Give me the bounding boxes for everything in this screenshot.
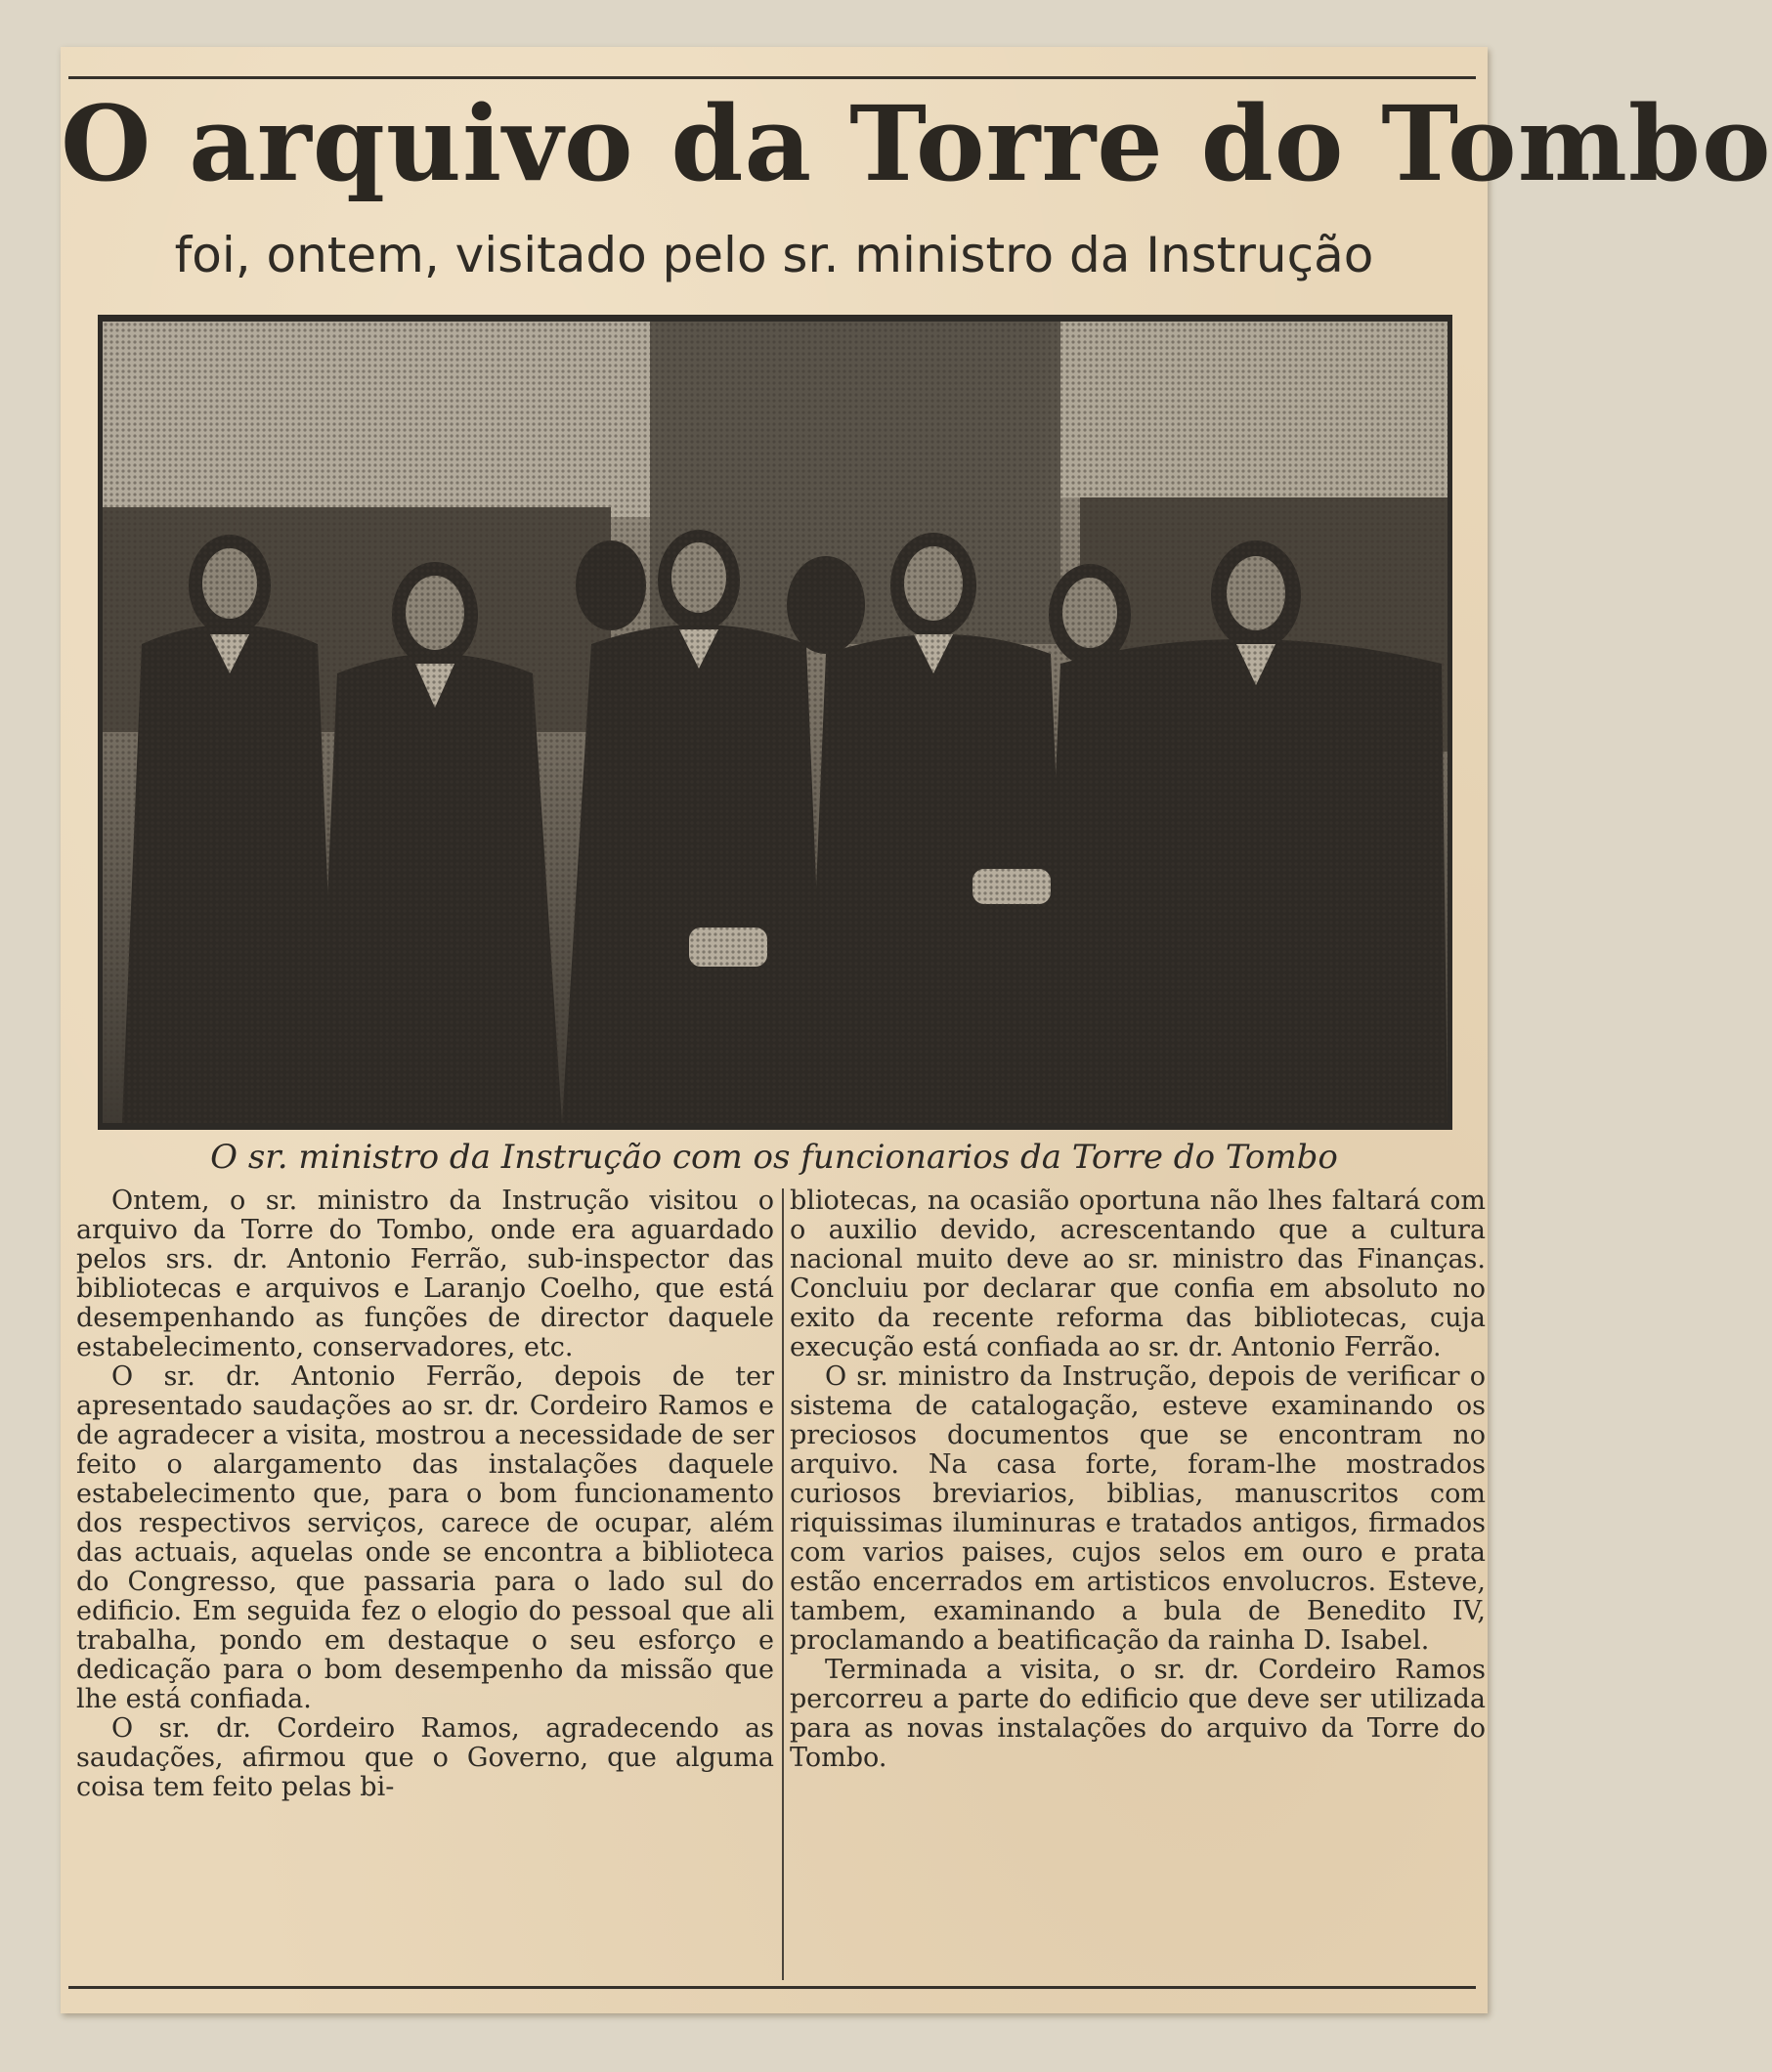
paragraph: bliotecas, na ocasião oportuna não lhes faltará com o auxilio devido, acrescentando que a cultura nacional muito deve ao sr. ministro das Finanças. Concluiu por declarar que confia em absoluto no exito da recente reforma das bibliotecas, cuja execução está confiada ao sr. dr. Antonio Ferrão.	[790, 1186, 1486, 1362]
headline: O arquivo da Torre do Tombo	[61, 82, 1772, 204]
paragraph: O sr. dr. Antonio Ferrão, depois de ter apresentado saudações ao sr. dr. Cordeiro Ramos e de agradecer a visita, mostrou a necessidade de ser feito o alargamento das instalações daquele estabelecimento que, para o bom funcionamento dos respectivos serviços, carece de ocupar, além das actuais, aquelas onde se encontra a biblioteca do Congresso, que passaria para o lado sul do edificio. Em seguida fez o elogio do pessoal que ali trabalha, pondo em destaque o seu esforço e dedicação para o bom desempenho da missão que lhe está confiada.	[76, 1361, 774, 1714]
article-column-right	[790, 1187, 1486, 1773]
paragraph: Terminada a visita, o sr. dr. Cordeiro Ramos percorreu a parte do edificio que deve ser utilizada para as novas instalações do arquivo da Torre do Tombo.	[790, 1655, 1486, 1773]
photo-caption: O sr. ministro da Instrução com os funcionarios da Torre do Tombo	[210, 1138, 1338, 1177]
bottom-rule	[68, 1986, 1476, 1989]
paragraph: O sr. dr. Cordeiro Ramos, agradecendo as saudações, afirmou que o Governo, que alguma coisa tem feito pelas bi-	[76, 1713, 774, 1802]
article-column-left	[76, 1187, 774, 1802]
column-divider	[782, 1188, 784, 1980]
paragraph: Ontem, o sr. ministro da Instrução visitou o arquivo da Torre do Tombo, onde era aguardado pelos srs. dr. Antonio Ferrão, sub-inspector das bibliotecas e arquivos e Laranjo Coelho, que está desempenhando as funções de director daquele estabelecimento, conservadores, etc.	[76, 1186, 774, 1362]
top-rule	[68, 76, 1476, 79]
paragraph: O sr. ministro da Instrução, depois de verificar o sistema de catalogação, esteve examinando os preciosos documentos que se encontram no arquivo. Na casa forte, foram-lhe mostrados curiosos breviarios, biblias, manuscritos com riquissimas iluminuras e tratados antigos, firmados com varios paises, cujos selos em ouro e prata estão encerrados em artisticos envolucros. Esteve, tambem, examinando a bula de Benedito IV, proclamando a beatificação da rainha D. Isabel.	[790, 1361, 1486, 1656]
subheadline: foi, ontem, visitado pelo sr. ministro da Instrução	[174, 227, 1374, 283]
group-photo	[98, 315, 1452, 1130]
